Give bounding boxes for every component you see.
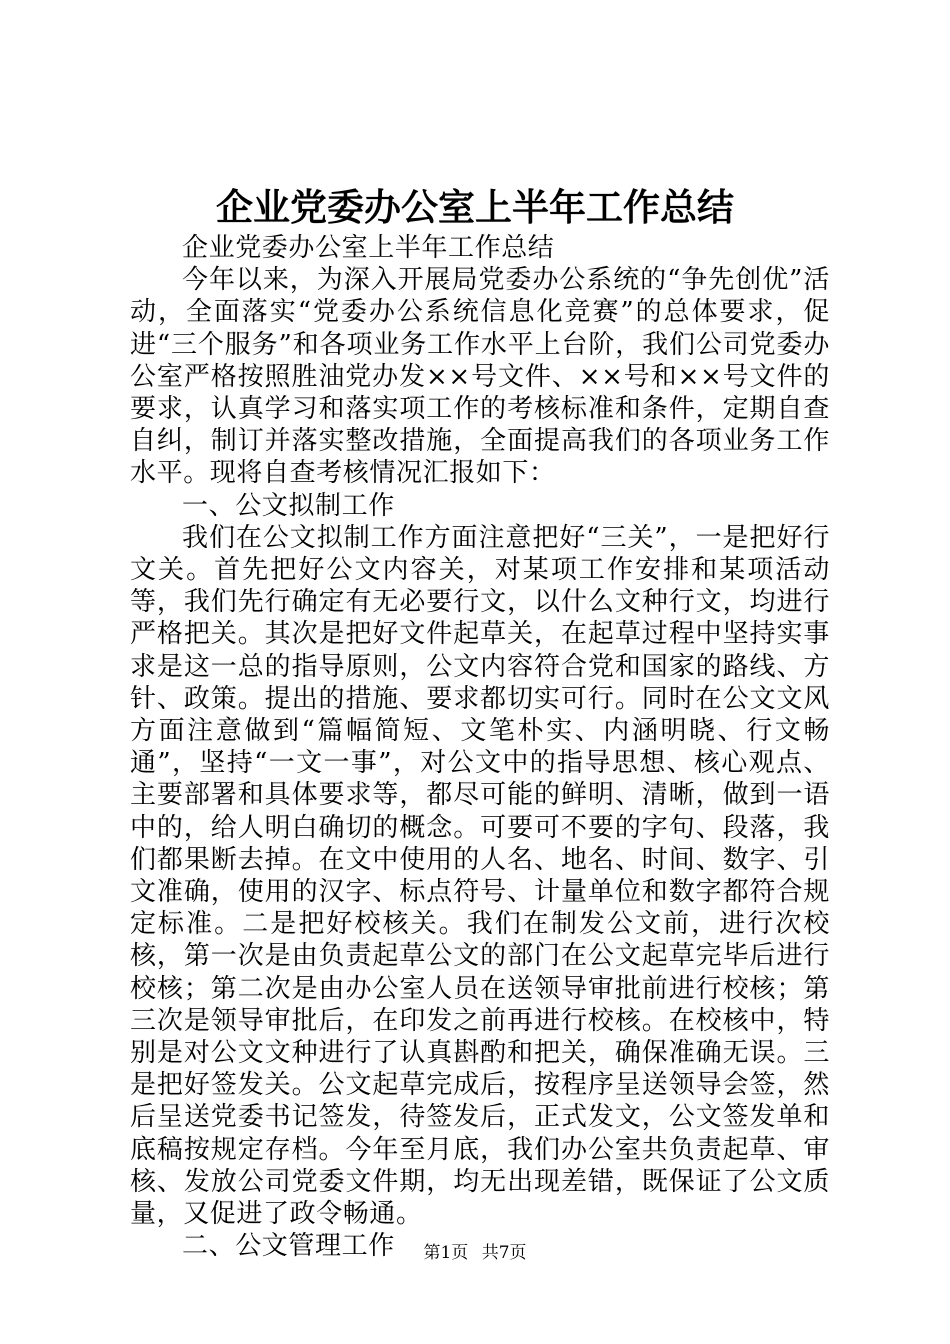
paragraph-intro: 今年以来，为深入开展局党委办公系统的“争先创优”活动，全面落实“党委办公系统信息化竞赛”的总体要求，促进“三个服务”和各项业务工作水平上台阶，我们公司党委办公室严格按照胜油党办发××号文件、××号和××号文件的要求，认真学习和落实项工作的考核标准和条件，定期自查自纠，制订并落实整改措施，全面提高我们的各项业务工作水平。现将自查考核情况汇报如下： — [130, 265, 830, 489]
page-footer — [0, 1242, 950, 1264]
document-title: 企业党委办公室上半年工作总结 — [216, 186, 734, 229]
page-number: 第1页 — [423, 1243, 469, 1263]
paragraph-subtitle: 企业党委办公室上半年工作总结 — [182, 233, 555, 263]
document-body — [130, 232, 830, 1263]
section-heading-1: 一、公文拟制工作 — [182, 490, 395, 521]
section-heading-2: 二、公文管理工作 — [182, 1231, 395, 1262]
paragraph-section-1: 我们在公文拟制工作方面注意把好“三关”，一是把好行文关。首先把好公文内容关，对某项工作安排和某项活动等，我们先行确定有无必要行文，以什么文种行文，均进行严格把关。其次是把好文件起草关，在起草过程中坚持实事求是这一总的指导原则，公文内容符合党和国家的路线、方针、政策。提出的措施、要求都切实可行。同时在公文文风方面注意做到“篇幅简短、文笔朴实、内涵明晓、行文畅通”，坚持“一文一事”，对公文中的指导思想、核心观点、主要部署和具体要求等，都尽可能的鲜明、清晰，做到一语中的，给人明白确切的概念。可要可不要的字句、段落，我们都果断去掉。在文中使用的人名、地名、时间、数字、引文准确，使用的汉字、标点符号、计量单位和数字都符合规定标准。二是把好校核关。我们在制发公文前，进行次校核，第一次是由负责起草公文的部门在公文起草完毕后进行校核；第二次是由办公室人员在送领导审批前进行校核；第三次是领导审批后，在印发之前再进行校核。在校核中，特别是对公文文种进行了认真斟酌和把关，确保准确无误。三是把好签发关。公文起草完成后，按程序呈送领导会签，然后呈送党委书记签发，待签发后，正式发文，公文签发单和底稿按规定存档。今年至月底，我们办公室共负责起草、审核、发放公司党委文件期，均无出现差错，既保证了公文质量，又促进了政令畅通。 — [130, 522, 830, 1230]
page-total: 共7页 — [481, 1243, 527, 1263]
